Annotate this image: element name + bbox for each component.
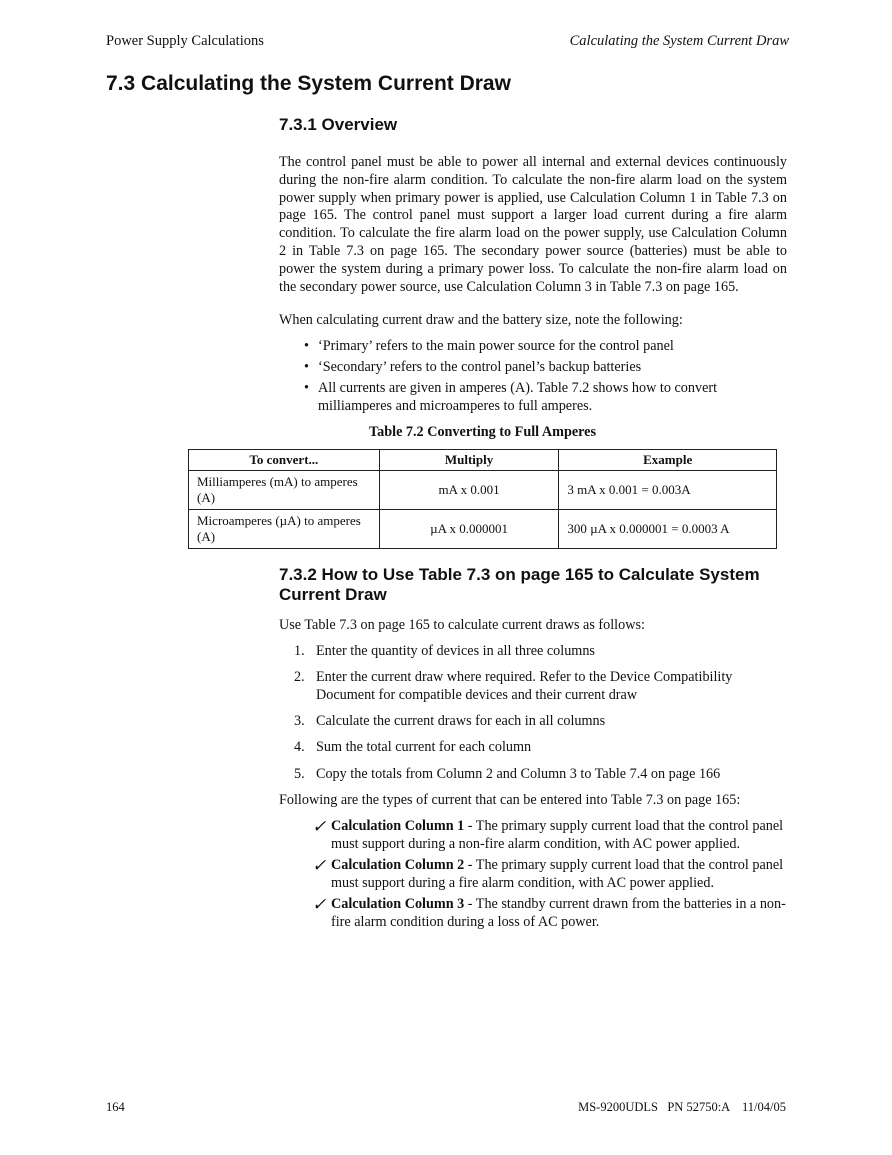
checkmark-icon: ✓ xyxy=(312,895,327,915)
current-type-description: - The primary supply current load that the control panel must support during a non-fire alarm condition, with AC power applied. xyxy=(331,818,784,852)
overview-paragraph: The control panel must be able to power all internal and external devices continuously during the non-fire alarm condition. To calculate the non-fire alarm load on the system power supply when primary power is applied, use Calculation Column 1 in Table 7.3 on page 165. The control panel must support a larger load current during a fire alarm condition. To calculate the fire alarm load on the power supply, use Calculation Column 2 in Table 7.3 on page 165. The secondary power source (batteries) must be able to power the system during a primary power loss. To calculate the non-fire alarm load on the secondary power source, use Calculation Column 3 in Table 7.3 on page 165. xyxy=(279,154,787,295)
step-item xyxy=(294,713,774,731)
table-cell: 3 mA x 0.001 = 0.003A xyxy=(559,471,777,510)
current-type-item xyxy=(312,857,792,893)
document-id: MS-9200UDLS PN 52750:A 11/04/05 xyxy=(578,1100,786,1114)
table-cell: Milliamperes (mA) to amperes (A) xyxy=(189,471,380,510)
current-type-label: Calculation Column 2 xyxy=(331,857,465,874)
current-type-label: Calculation Column 3 xyxy=(331,896,465,913)
steps-list xyxy=(294,643,774,792)
step-item xyxy=(294,739,774,757)
step-text: Enter the quantity of devices in all three columns xyxy=(316,643,595,659)
table-caption: Table 7.2 Converting to Full Amperes xyxy=(368,424,596,440)
checkmark-icon: ✓ xyxy=(312,856,327,876)
step-text: Calculate the current draws for each in all columns xyxy=(316,713,606,730)
step-number: 3. xyxy=(294,713,305,730)
step-item xyxy=(294,643,774,661)
current-type-description: - The standby current drawn from the batteries in a non-fire alarm condition during a loss of AC power. xyxy=(331,896,786,931)
page-number: 164 xyxy=(106,1100,125,1114)
howto-heading: 7.3.2 How to Use Table 7.3 on page 165 to Calculate System Current Draw xyxy=(279,565,760,604)
current-types-list xyxy=(312,818,792,936)
step-item xyxy=(294,669,774,705)
table-header-row xyxy=(189,450,777,471)
step-number: 1. xyxy=(294,643,305,659)
note-bullet-list xyxy=(302,338,790,419)
table-row xyxy=(189,510,777,549)
bullet-item: • All currents are given in amperes (A). Table 7.2 shows how to convert milliamperes and microamperes to full amperes. xyxy=(302,380,790,416)
note-intro-paragraph: When calculating current draw and the battery size, note the following: xyxy=(279,312,683,328)
current-type-label: Calculation Column 1 xyxy=(331,818,465,834)
overview-heading: 7.3.1 Overview xyxy=(279,115,398,134)
table-cell: µA x 0.000001 xyxy=(379,510,559,549)
step-text: Sum the total current for each column xyxy=(316,739,532,756)
current-type-item xyxy=(312,818,792,854)
step-text: Enter the current draw where required. Refer to the Device Compatibility Document for compatible devices and their current draw xyxy=(316,669,733,703)
step-number: 5. xyxy=(294,765,305,782)
column-header: Multiply xyxy=(379,450,559,471)
step-number: 4. xyxy=(294,739,305,756)
bullet-item: • ‘Primary’ refers to the main power source for the control panel xyxy=(302,338,790,356)
step-text: Copy the totals from Column 2 and Column 3 to Table 7.4 on page 166 xyxy=(316,765,721,782)
section-title: 7.3 Calculating the System Current Draw xyxy=(106,72,511,95)
step-item xyxy=(294,766,774,784)
table-cell: 300 µA x 0.000001 = 0.0003 A xyxy=(559,510,777,549)
column-header: Example xyxy=(559,450,777,471)
current-type-item xyxy=(312,896,792,932)
current-types-intro: Following are the types of current that can be entered into Table 7.3 on page 165: xyxy=(279,792,741,808)
current-type-description: - The primary supply current load that the control panel must support during a fire alarm condition, with AC power applied. xyxy=(331,857,784,891)
checkmark-icon: ✓ xyxy=(312,817,327,836)
column-header: To convert... xyxy=(189,450,380,471)
table-cell: mA x 0.001 xyxy=(379,471,559,510)
running-header-left: Power Supply Calculations xyxy=(106,33,264,49)
table-cell: Microamperes (µA) to amperes (A) xyxy=(189,510,380,549)
running-header-right: Calculating the System Current Draw xyxy=(569,33,789,49)
bullet-item: • ‘Secondary’ refers to the control panel’s backup batteries xyxy=(302,359,790,377)
step-number: 2. xyxy=(294,669,305,686)
howto-intro-paragraph: Use Table 7.3 on page 165 to calculate current draws as follows: xyxy=(279,617,645,633)
table-row xyxy=(189,471,777,510)
conversion-table xyxy=(188,449,777,549)
